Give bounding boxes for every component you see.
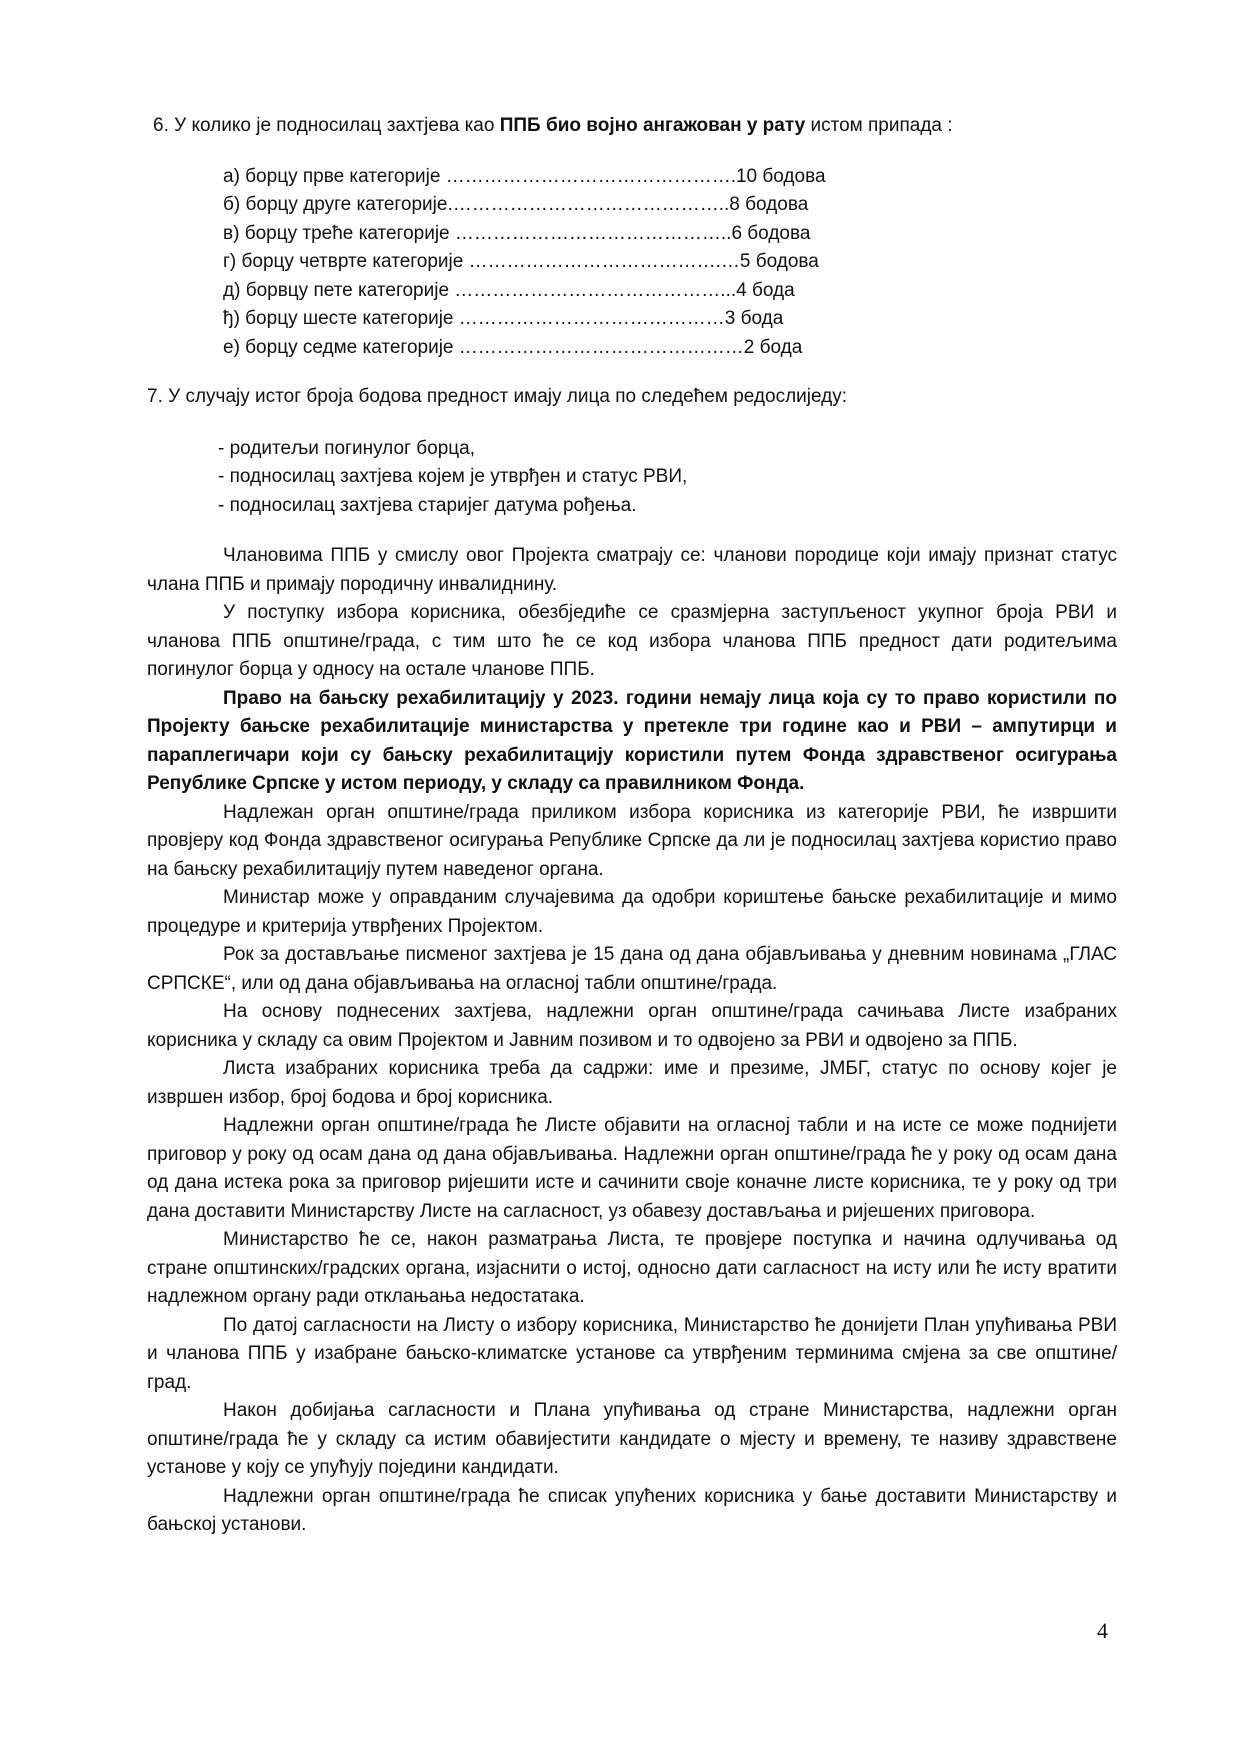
list-item: г) борцу четврте категорије ………………………………….…5 бодова bbox=[223, 251, 819, 272]
paragraph: Надлежан орган општине/града приликом избора корисника из категорије РВИ, ће извршити провјеру код Фонда здравственог осигурања Републике Српске да ли је подносилац захтјева користио право на бањску рехабилитацију путем наведеног органа. bbox=[147, 801, 1117, 880]
list-item: - родитељи погинулог борца, bbox=[218, 437, 475, 459]
paragraph: Листа изабраних корисника треба да садржи: име и презиме, ЈМБГ, статус по основу којег је извршен избор, број бодова и број корисника. bbox=[147, 1058, 1117, 1108]
section-6-bold-text: ППБ био војно ангажован у рату bbox=[499, 115, 806, 136]
list-item: б) борцу друге категорије.……………………………………..8 бодова bbox=[223, 194, 809, 215]
fighter-category-list bbox=[223, 163, 1117, 363]
section-6-intro-text: 6. У колико је подносилац захтјева као bbox=[153, 115, 500, 136]
list-item: а) борцу прве категорије ……………………………………….10 бодова bbox=[223, 165, 826, 187]
body-text bbox=[147, 542, 1117, 1540]
list-item: - подносилац захтјева старијег датума рођења. bbox=[218, 494, 637, 516]
page-number: 4 bbox=[1097, 1618, 1108, 1643]
paragraph: Рок за достављање писменог захтјева је 15 дана од дана објављивања у дневним новинама „ГЛАС СРПСКЕ“, или од дана објављивања на огласној табли општине/града. bbox=[147, 944, 1117, 994]
paragraph: По датој сагласности на Листу о избору корисника, Министарство ће донијети План упућивања РВИ и чланова ППБ у изабране бањско-климатске установе са утврђеним терминима смјена за све општине/град. bbox=[147, 1314, 1117, 1393]
list-item: в) борцу треће категорије ……………………………………..6 бодова bbox=[223, 222, 811, 244]
paragraph: На основу поднесених захтјева, надлежни орган општине/града сачињава Листе изабраних корисника у складу са овим Пројектом и Јавним позивом и то одвојено за РВИ и одвојено за ППБ. bbox=[147, 1001, 1117, 1051]
paragraph: Члановима ППБ у смислу овог Пројекта сматрају се: чланови породице који имају признат статус члана ППБ и примају породичну инвалиднину. bbox=[147, 545, 1117, 595]
section-7-heading: 7. У случају истог броја бодова предност имају лица по следећем редослиједу: bbox=[147, 386, 848, 407]
paragraph: Надлежни орган општине/града ће Листе објавити на огласној табли и на исте се може поднијети приговор у року од осам дана од дана објављивања. Надлежни орган општине/града ће у року од осам дана од дана истека рока за приговор ријешити исте и сачинити своје коначне листе корисника, те у року од три дана доставити Министарству Листе на сагласност, уз обавезу достављања и ријешених приговора. bbox=[147, 1115, 1117, 1222]
bold-paragraph-text: Право на бањску рехабилитацију у 2023. години немају лица која су то право користили по Пројекту бањске рехабилитације министарства у претекле три године као и РВИ – ампутирци и параплегичари који су бањску рехабилитацију користили путем Фонда здравственог осигурања Републике Српске у истом периоду, у складу са правилником Фонда. bbox=[147, 687, 1117, 794]
priority-order-list bbox=[218, 435, 1117, 521]
document-page bbox=[147, 112, 1117, 1540]
section-6-outro-text: истом припада : bbox=[805, 115, 953, 136]
paragraph: Министар може у оправданим случајевима да одобри кориштење бањске рехабилитације и мимо процедуре и критерија утврђених Пројектом. bbox=[147, 887, 1117, 937]
paragraph: Надлежни орган општине/града ће списак упућених корисника у бање доставити Министарству и бањској установи. bbox=[147, 1485, 1117, 1535]
list-item: д) борвцу пете категорије ……………………………………...4 бода bbox=[223, 279, 795, 301]
paragraph: Министарство ће се, након разматрања Листа, те провјере поступка и начина одлучивања од стране општинских/градских органа, изјаснити о истој, односно дати сагласност на исту или ће исту вратити надлежном органу ради отклањања недостатака. bbox=[147, 1229, 1117, 1307]
list-item: - подносилац захтјева којем је утврђен и статус РВИ, bbox=[218, 466, 688, 487]
bold-paragraph bbox=[147, 685, 1117, 799]
paragraph: Након добијања сагласности и Плана упућивања од стране Министарства, надлежни орган општине/града ће у складу са истим обавијестити кандидате о мјесту и времену, те називу здравствене установе у коју се упућују поједини кандидати. bbox=[147, 1400, 1117, 1478]
list-item: ђ) борцу шесте категорије ……………………………………3 бода bbox=[223, 308, 784, 329]
paragraph: У поступку избора корисника, обезбједиће се сразмјерна заступљеност укупног броја РВИ и чланова ППБ општине/града, с тим што ће се код избора чланова ППБ предност дати родитељима погинулог борца у односу на остале чланове ППБ. bbox=[147, 602, 1117, 680]
section-6-intro bbox=[153, 112, 1117, 141]
list-item: е) борцу седме категорије ………………………………………2 бода bbox=[223, 336, 803, 358]
